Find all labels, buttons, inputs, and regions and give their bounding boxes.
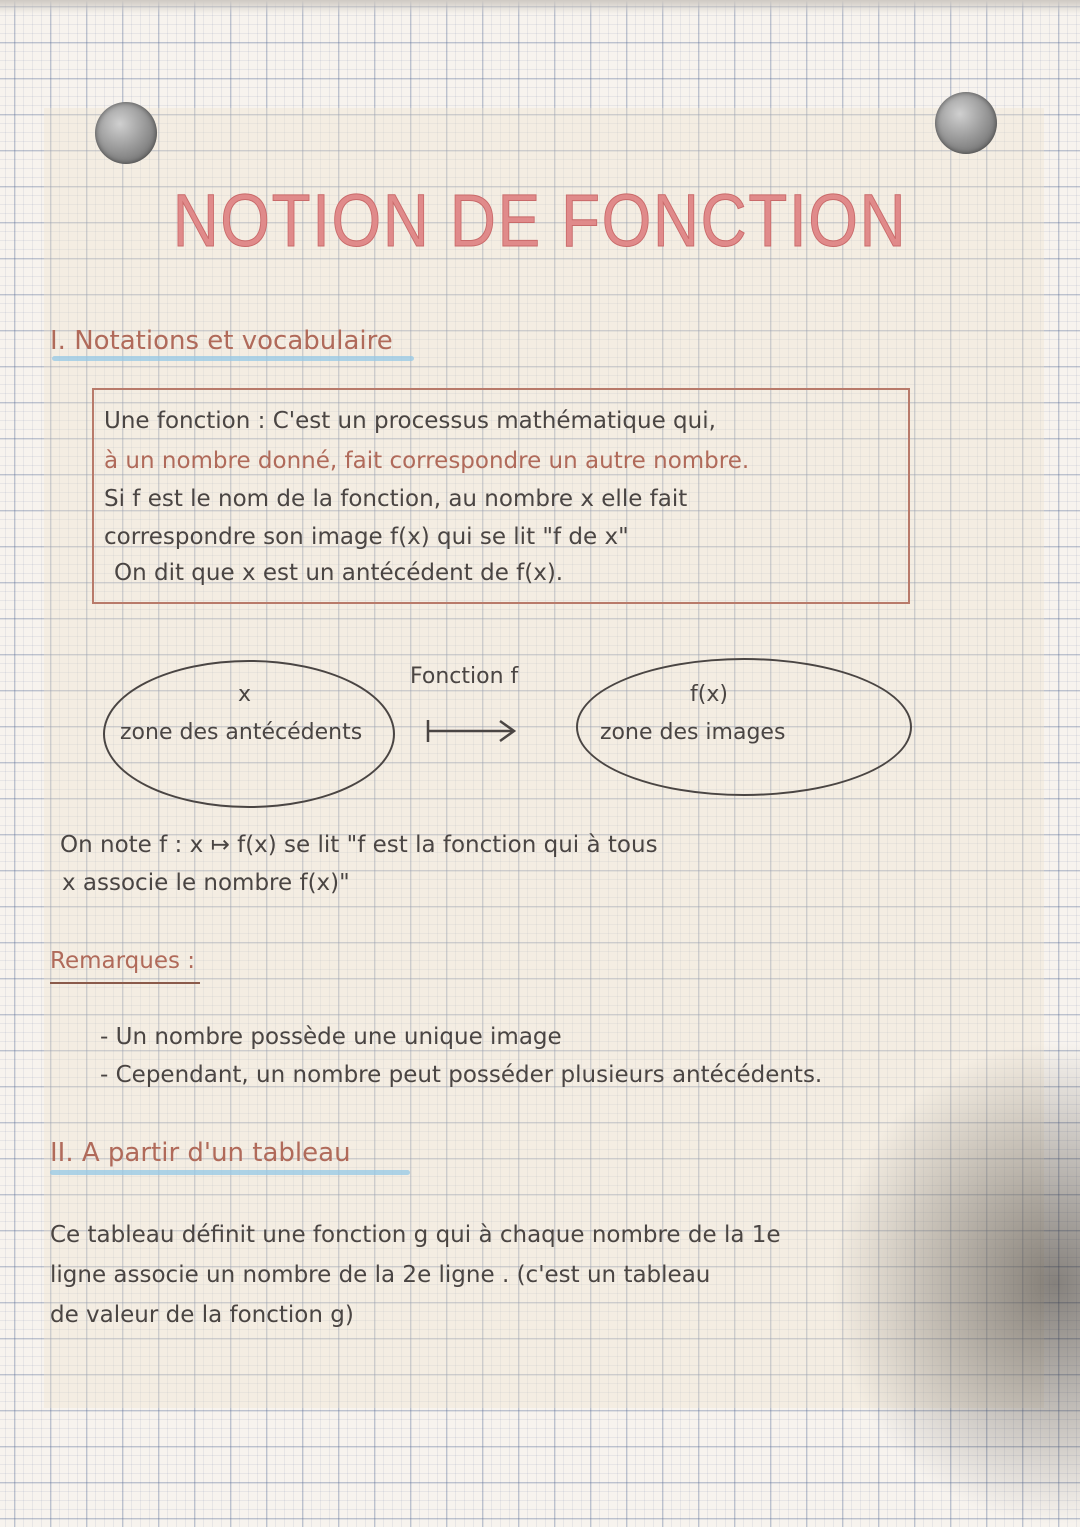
binder-hole-left xyxy=(95,102,157,164)
section-2-line-2: ligne associe un nombre de la 2e ligne . (c'est un tableau xyxy=(50,1262,711,1288)
notation-line-1: On note f : x ↦ f(x) se lit "f est la fonction qui à tous xyxy=(60,832,658,858)
torn-edge xyxy=(0,0,1080,14)
remarks-heading: Remarques : xyxy=(50,948,196,974)
remarks-underline xyxy=(50,982,200,984)
images-zone-label: zone des images xyxy=(600,720,786,745)
maps-to-arrow-icon xyxy=(418,716,528,746)
section-1-heading: I. Notations et vocabulaire xyxy=(50,326,393,356)
remark-item-2: - Cependant, un nombre peut posséder plusieurs antécédents. xyxy=(100,1062,823,1088)
section-1-highlight xyxy=(52,356,414,361)
notation-line-2: x associe le nombre f(x)" xyxy=(62,870,350,896)
definition-line-1: Une fonction : C'est un processus mathématique qui, xyxy=(104,408,716,434)
binder-hole-right xyxy=(935,92,997,154)
hand-shadow xyxy=(830,1040,1080,1527)
definition-line-5: On dit que x est un antécédent de f(x). xyxy=(114,560,564,586)
page-title: NOTION DE FONCTION xyxy=(172,179,908,262)
definition-line-2: à un nombre donné, fait correspondre un autre nombre. xyxy=(104,448,750,474)
section-2-line-3: de valeur de la fonction g) xyxy=(50,1302,354,1328)
section-2-heading: II. A partir d'un tableau xyxy=(50,1138,351,1168)
remark-item-1: - Un nombre possède une unique image xyxy=(100,1024,562,1050)
image-variable: f(x) xyxy=(690,682,728,707)
section-2-highlight xyxy=(50,1170,410,1175)
definition-line-3: Si f est le nom de la fonction, au nombre x elle fait xyxy=(104,486,688,512)
function-label: Fonction f xyxy=(410,664,519,689)
antecedent-variable: x xyxy=(238,682,252,707)
antecedents-zone-label: zone des antécédents xyxy=(120,720,363,745)
section-2-line-1: Ce tableau définit une fonction g qui à chaque nombre de la 1e xyxy=(50,1222,781,1248)
definition-line-4: correspondre son image f(x) qui se lit "f de x" xyxy=(104,524,629,550)
